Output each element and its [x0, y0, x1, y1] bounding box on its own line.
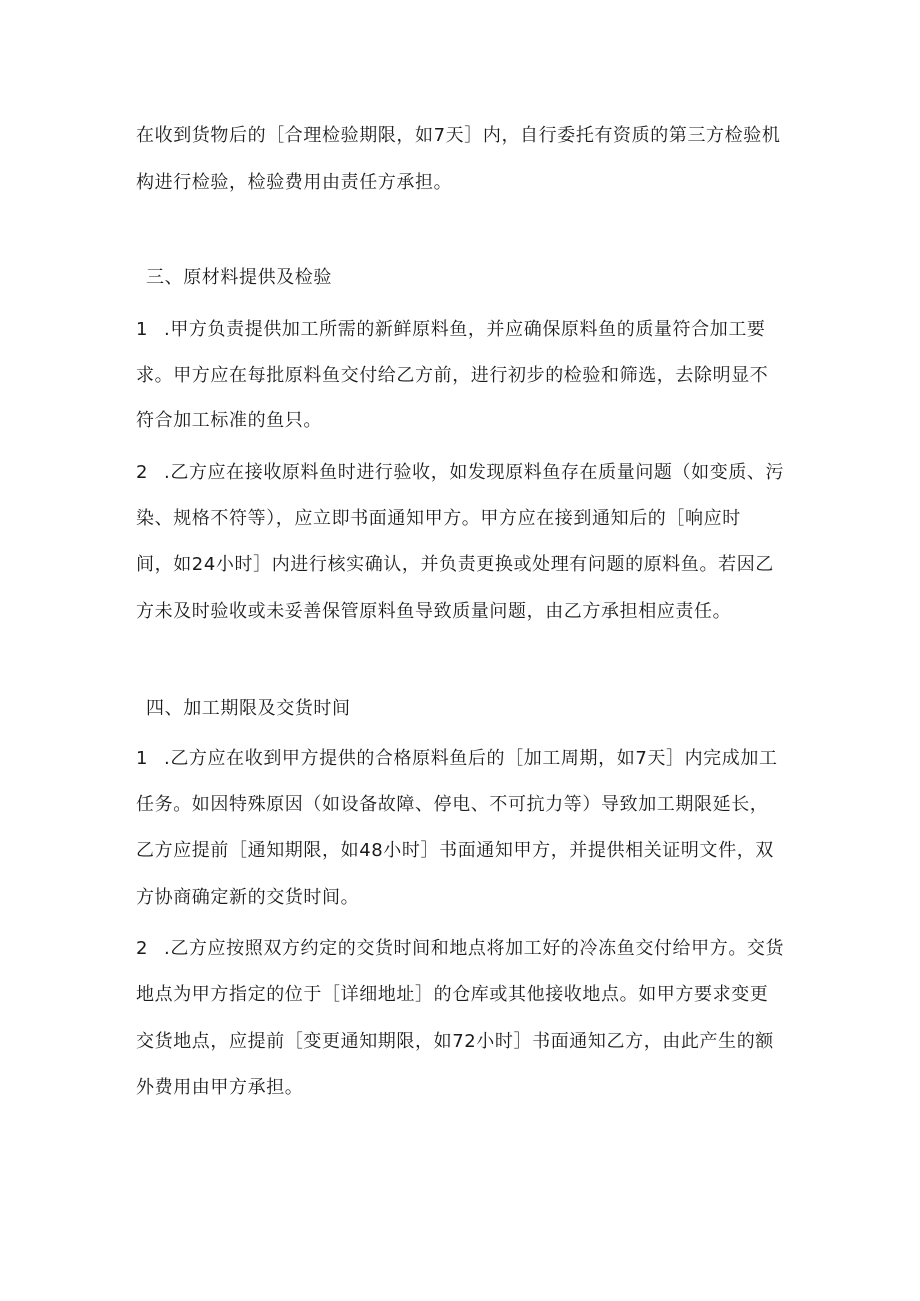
- section4-item2-line-4: 外费用由甲方承担。: [136, 1077, 304, 1098]
- section3-item2-line-4: 方未及时验收或未妥善保管原料鱼导致质量问题，由乙方承担相应责任。: [136, 601, 732, 622]
- section4-item1-line-1: [136, 747, 778, 771]
- section3-item1-text-1: .甲方负责提供加工所需的新鲜原料鱼，并应确保原料鱼的质量符合加工要: [164, 319, 766, 340]
- section3-heading: 三、原材料提供及检验: [146, 267, 332, 288]
- section4-heading: 四、加工期限及交货时间: [146, 698, 351, 719]
- section4-item2-text-1: .乙方应按照双方约定的交货时间和地点将加工好的冷冻鱼交付给甲方。交货: [164, 938, 785, 959]
- section4-item1-line-4: 方协商确定新的交货时间。: [136, 887, 360, 908]
- intro-line-2: 构进行检验，检验费用由责任方承担。: [136, 172, 453, 193]
- section3-item1-line-2: 求。甲方应在每批原料鱼交付给乙方前，进行初步的检验和筛选，去除明显不: [136, 365, 769, 386]
- section4-item2-line-1: [136, 937, 784, 961]
- section4-item1-number: 1: [136, 748, 149, 769]
- section3-item1-number: 1: [136, 319, 149, 340]
- section4-item1-line-2: 任务。如因特殊原因（如设备故障、停电、不可抗力等）导致加工期限延长，: [136, 794, 769, 815]
- section3-item2-text-1: .乙方应在接收原料鱼时进行验收，如发现原料鱼存在质量问题（如变质、污: [164, 462, 785, 483]
- section3-item2-line-3: 间，如24小时］内进行核实确认，并负责更换或处理有问题的原料鱼。若因乙: [136, 554, 774, 575]
- section4-item1-line-3: 乙方应提前［通知期限，如48小时］书面通知甲方，并提供相关证明文件，双: [136, 840, 774, 861]
- section3-item2-line-2: 染、规格不符等），应立即书面通知甲方。甲方应在接到通知后的［响应时: [136, 508, 741, 529]
- section4-item2-line-2: 地点为甲方指定的位于［详细地址］的仓库或其他接收地点。如甲方要求变更: [136, 984, 769, 1005]
- section3-item2-number: 2: [136, 462, 149, 483]
- section4-item1-text-1: .乙方应在收到甲方提供的合格原料鱼后的［加工周期，如7天］内完成加工: [164, 748, 778, 769]
- intro-line-1: 在收到货物后的［合理检验期限，如7天］内，自行委托有资质的第三方检验机: [136, 125, 781, 146]
- section3-item1-line-1: [136, 318, 766, 342]
- section4-item2-line-3: 交货地点，应提前［变更通知期限，如72小时］书面通知乙方，由此产生的额: [136, 1031, 774, 1052]
- section3-item2-line-1: [136, 461, 784, 485]
- section3-item1-line-3: 符合加工标准的鱼只。: [136, 410, 322, 431]
- section4-item2-number: 2: [136, 938, 149, 959]
